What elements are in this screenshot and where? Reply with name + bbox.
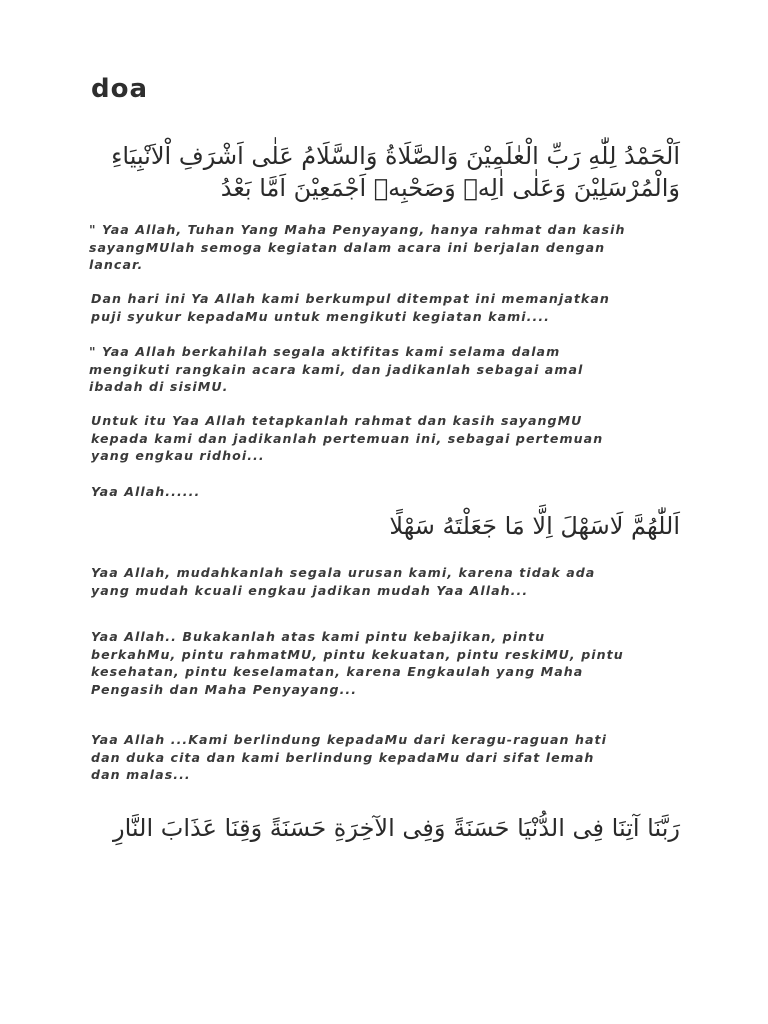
paragraph-4: Untuk itu Yaa Allah tetapkanlah rahmat dan kasih sayangMU kepada kami dan jadikanlah pertemuan ini, sebagai pertemuan yang engkau ridhoi... — [91, 413, 604, 463]
arabic-opening-prayer: اَلْحَمْدُ لِلّٰهِ رَبِّ الْعٰلَمِيْنَ وَالصَّلَاةُ وَالسَّلَامُ عَلٰى اَشْرَفِ اْلاَنْبِيَاءِ وَالْمُرْسَلِيْنَ وَعَلٰى اٰلِهٖ وَصَحْبِهٖ اَجْمَعِيْنَ اَمَّا بَعْدُ — [111, 142, 680, 202]
paragraph-3: " Yaa Allah berkahilah segala aktifitas kami selama dalam mengikuti rangkain acara kami, dan jadikanlah sebagai amal ibadah di sisiMU. — [89, 344, 584, 394]
paragraph-7: Yaa Allah.. Bukakanlah atas kami pintu kebajikan, pintu berkahMu, pintu rahmatMU, pintu kekuatan, pintu reskiMU, pintu kesehatan, pintu keselamatan, karena Engkaulah yang Maha Pengasih dan Maha Penyayang... — [91, 629, 624, 697]
paragraph-8: Yaa Allah ...Kami berlindung kepadaMu dari keragu-raguan hati dan duka cita dan kami berlindung kepadaMu dari sifat lemah dan malas... — [91, 732, 607, 782]
arabic-closing-prayer: رَبَّنَا آتِنَا فِى الدُّنْيَا حَسَنَةً وَفِى الآخِرَةِ حَسَنَةً وَقِنَا عَذَابَ النَّارِ — [112, 814, 680, 842]
paragraph-2: Dan hari ini Ya Allah kami berkumpul ditempat ini memanjatkan puji syukur kepadaMu untuk mengikuti kegiatan kami.... — [91, 291, 610, 324]
arabic-middle-prayer: اَللّٰهُمَّ لَاسَهْلَ اِلَّا مَا جَعَلْتَهُ سَهْلًا — [389, 512, 680, 540]
paragraph-1: " Yaa Allah, Tuhan Yang Maha Penyayang, hanya rahmat dan kasih sayangMUlah semoga kegiatan dalam acara ini berjalan dengan lancar. — [89, 222, 626, 272]
document-title: doa — [91, 74, 149, 104]
paragraph-6: Yaa Allah, mudahkanlah segala urusan kami, karena tidak ada yang mudah kcuali engkau jadikan mudah Yaa Allah... — [91, 565, 596, 598]
paragraph-5: Yaa Allah...... — [91, 484, 201, 499]
